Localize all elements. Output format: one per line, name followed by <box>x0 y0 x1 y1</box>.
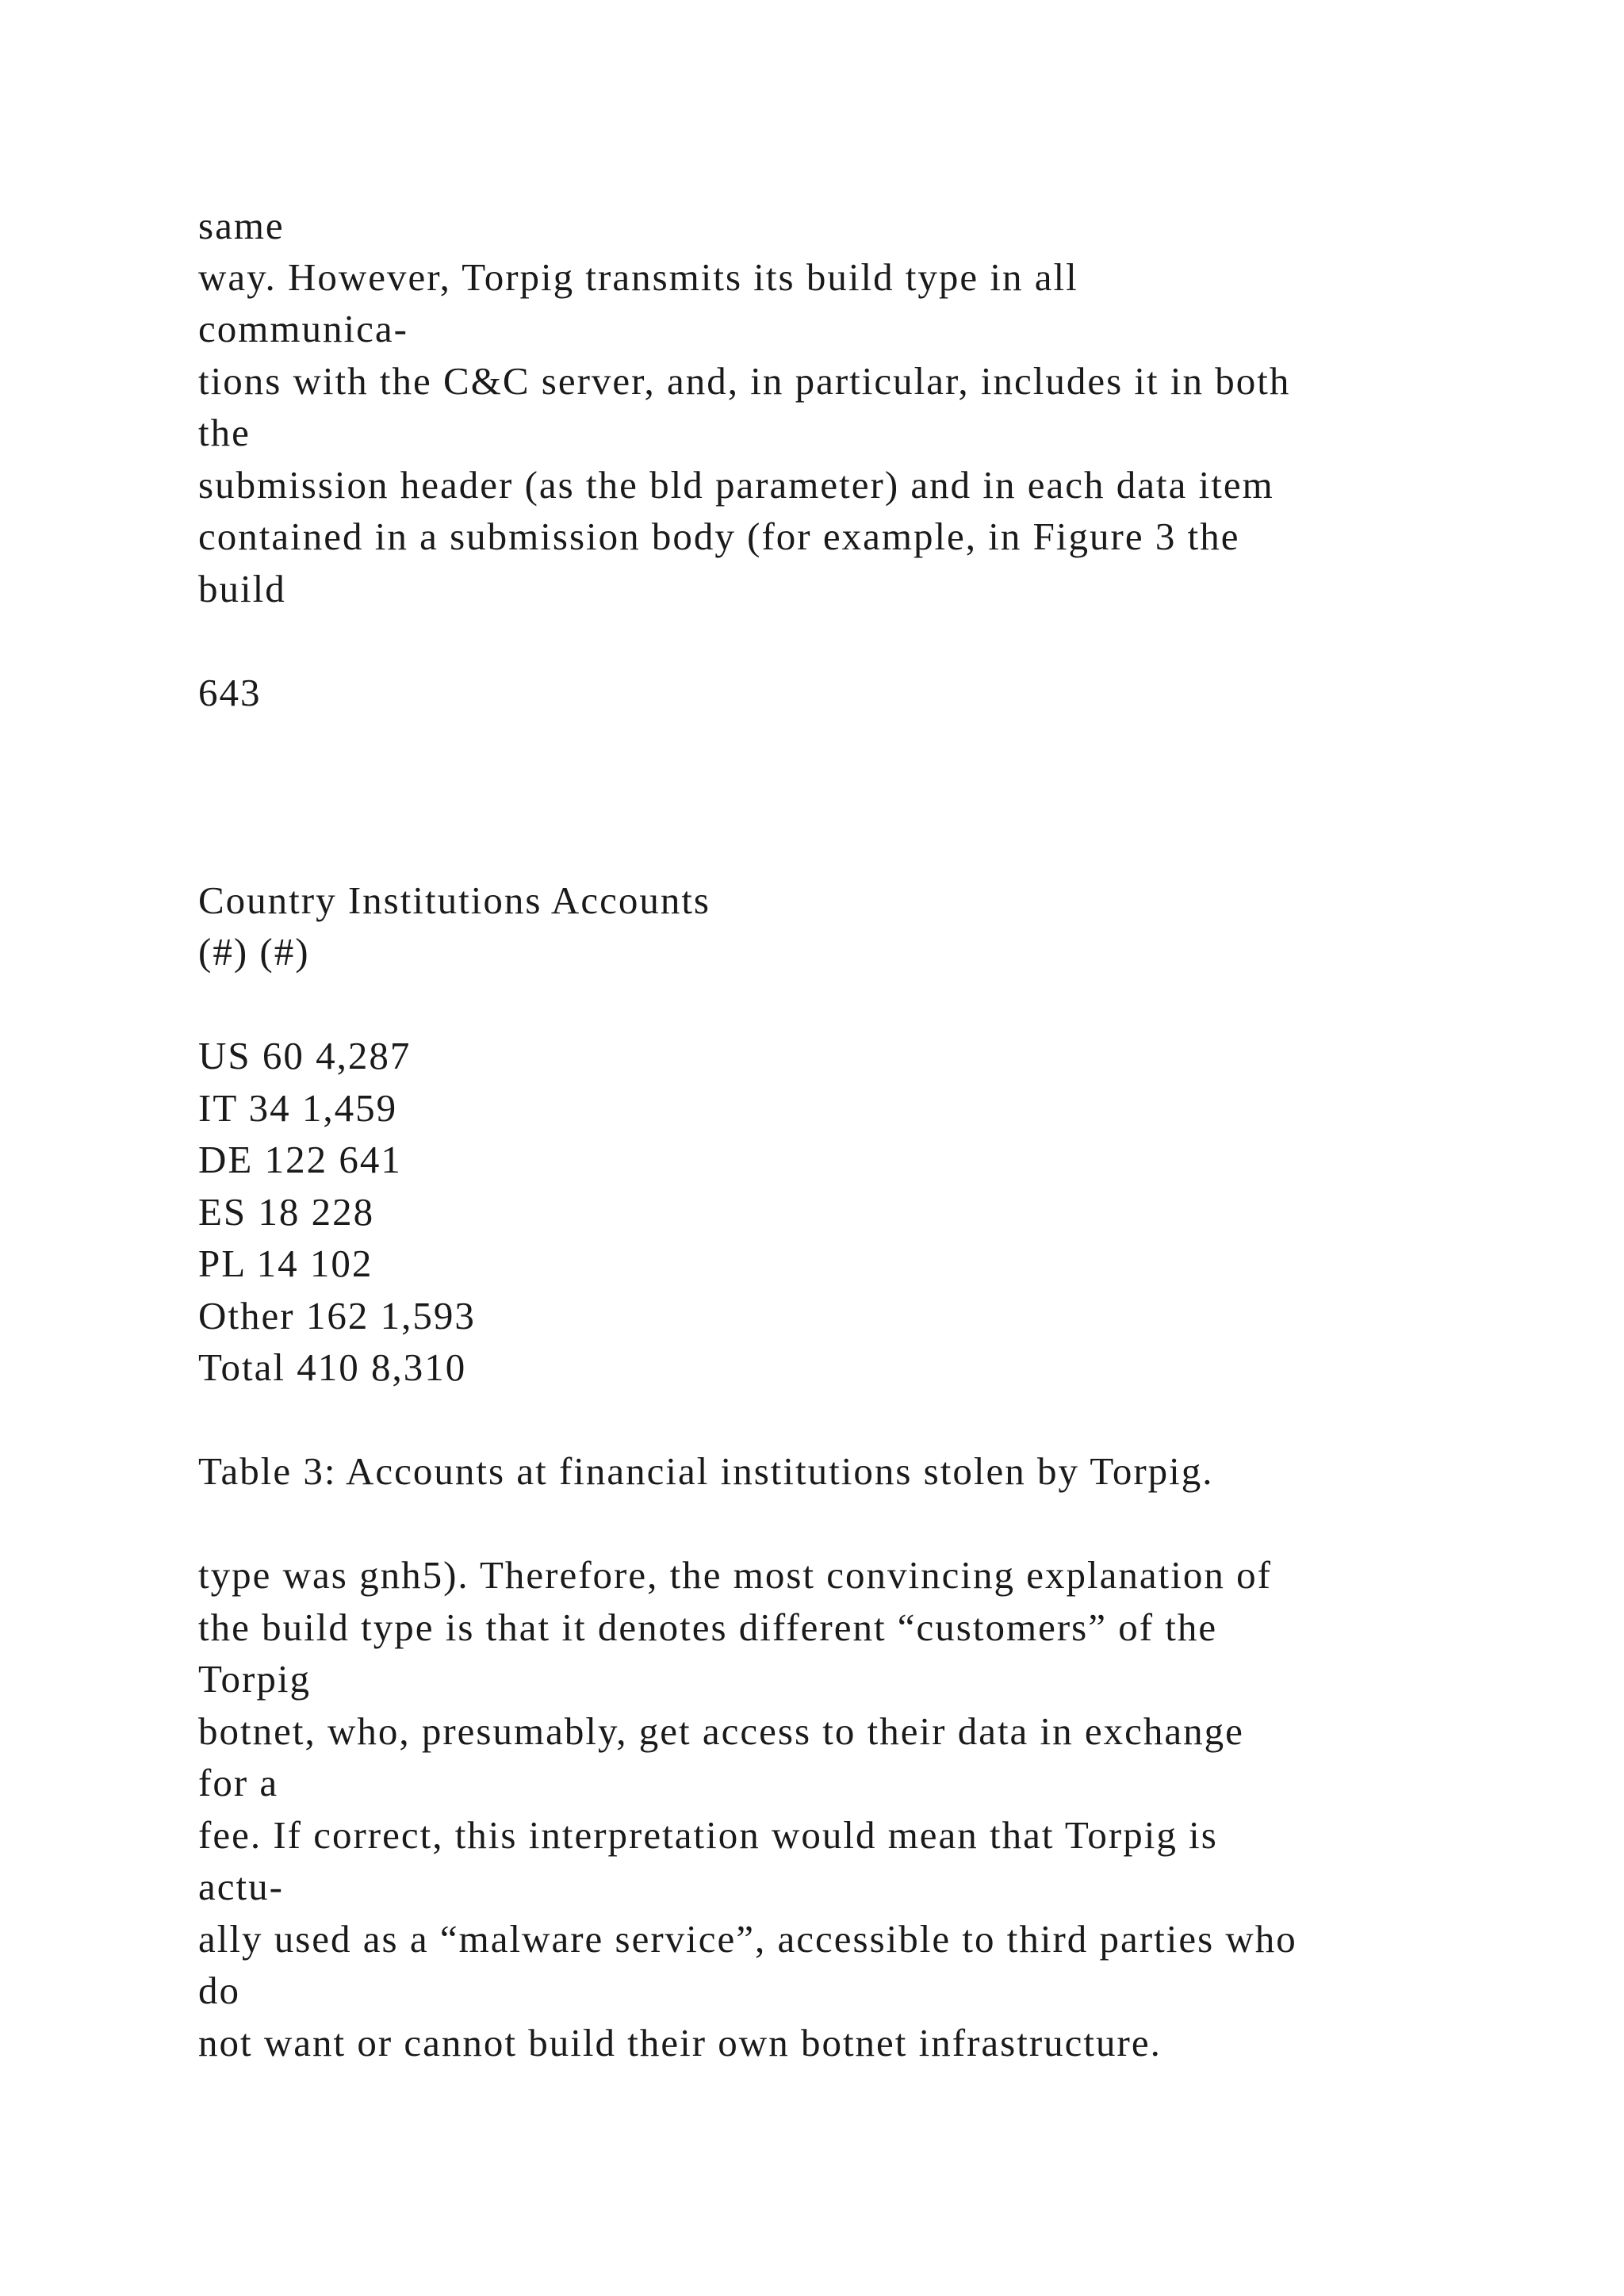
text-line: the build type is that it denotes different “customers” of the <box>198 1605 1218 1649</box>
table-row: PL 14 102 <box>198 1242 373 1285</box>
text-line: build <box>198 567 286 610</box>
table-row: ES 18 228 <box>198 1190 375 1234</box>
table-caption: Table 3: Accounts at financial institutions stolen by Torpig. <box>198 1449 1214 1493</box>
text-line: same <box>198 204 285 247</box>
text-line: fee. If correct, this interpretation would mean that Torpig is <box>198 1813 1218 1857</box>
text-line: botnet, who, presumably, get access to their data in exchange <box>198 1709 1244 1753</box>
table-row: IT 34 1,459 <box>198 1086 398 1130</box>
text-line: way. However, Torpig transmits its build type in all <box>198 255 1078 299</box>
table-row: DE 122 641 <box>198 1138 402 1181</box>
page-number: 643 <box>198 671 262 714</box>
table-row: Total 410 8,310 <box>198 1345 467 1389</box>
table-header-units: (#) (#) <box>198 930 310 974</box>
text-line: actu- <box>198 1865 284 1908</box>
text-line: Torpig <box>198 1657 311 1701</box>
text-line: the <box>198 411 251 454</box>
text-line: tions with the C&C server, and, in particular, includes it in both <box>198 359 1291 403</box>
text-line: do <box>198 1969 240 2012</box>
text-line: type was gnh5). Therefore, the most convincing explanation of <box>198 1553 1272 1597</box>
text-line: not want or cannot build their own botnet infrastructure. <box>198 2021 1162 2064</box>
text-line: contained in a submission body (for example, in Figure 3 the <box>198 515 1240 558</box>
text-line: communica- <box>198 307 408 350</box>
text-line: ally used as a “malware service”, accessible to third parties who <box>198 1917 1297 1961</box>
table-row: US 60 4,287 <box>198 1034 412 1077</box>
table-row: Other 162 1,593 <box>198 1294 476 1337</box>
text-line: submission header (as the bld parameter) and in each data item <box>198 463 1274 507</box>
table-header: Country Institutions Accounts <box>198 878 710 922</box>
text-line: for a <box>198 1761 279 1804</box>
